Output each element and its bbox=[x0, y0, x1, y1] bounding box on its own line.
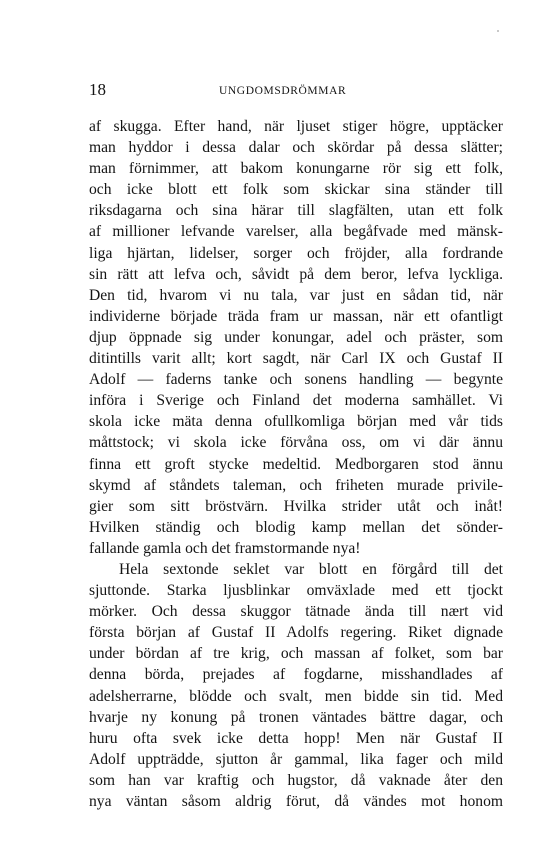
body-text bbox=[89, 116, 503, 812]
text-line: man hyddor i dessa dalar och skördar på dessa slätter; bbox=[89, 139, 503, 157]
text-line: införa i Sverige och Finland det moderna samhället. Vi bbox=[89, 392, 503, 410]
page-number: 18 bbox=[89, 80, 106, 99]
text-line: skymd af ståndets taleman, och friheten murade privile- bbox=[89, 476, 503, 494]
text-line: måttstock; vi skola icke förvåna oss, om vi där ännu bbox=[89, 434, 503, 452]
text-line: huru ofta svek icke detta hopp! Men när Gustaf II bbox=[89, 729, 503, 747]
text-line: riksdagarna och sina härar till slagfälten, utan ett folk bbox=[89, 202, 503, 220]
text-line: skola icke mäta denna ofullkomliga början med vår tids bbox=[89, 413, 503, 431]
text-line: och icke blott ett folk som skickar sina ständer till bbox=[89, 181, 503, 199]
running-title: UNGDOMSDRÖMMAR bbox=[219, 85, 347, 97]
margin-speck bbox=[497, 30, 499, 32]
text-line: Den tid, hvarom vi nu tala, var just en sådan tid, när bbox=[89, 286, 503, 304]
text-line: nya väntan såsom aldrig förut, då vändes mot honom bbox=[89, 793, 503, 810]
text-line: sin rätt att lefva och, såvidt på dem beror, lefva lyckliga. bbox=[89, 265, 503, 283]
text-line: hvarje ny konung på tronen väntades bättre dagar, och bbox=[89, 708, 503, 726]
text-line: som han var kraftig och hugstor, då vaknade åter den bbox=[89, 771, 503, 789]
text-line: af skugga. Efter hand, när ljuset stiger högre, upptäcker bbox=[89, 118, 503, 135]
text-line: sjuttonde. Starka ljusblinkar omväxlade med ett tjockt bbox=[89, 582, 503, 600]
text-line: Adolf — faderns tanke och sonens handling — begynte bbox=[89, 371, 503, 389]
paragraph-last-line: fallande gamla och det framstormande nya! bbox=[89, 539, 361, 557]
text-line: individerne började träda fram ur massan, när ett ofantligt bbox=[89, 307, 503, 325]
text-line: mörker. Och dessa skuggor tätnade ända till nært vid bbox=[89, 603, 503, 621]
text-line: adelsherrarne, blödde och svalt, men bidde sin tid. Med bbox=[89, 687, 503, 705]
text-line: liga hjärtan, lidelser, sorger och fröjder, alla fordrande bbox=[89, 244, 503, 262]
text-line: ditintills varit allt; kort sagdt, när Carl IX och Gustaf II bbox=[89, 350, 503, 368]
text-line: Hvilken ständig och blodig kamp mellan det sönder- bbox=[89, 518, 503, 536]
text-line: man förnimmer, att bakom konungarne rör sig ett folk, bbox=[89, 160, 503, 178]
text-line: finna ett groft stycke medeltid. Medborgaren stod ännu bbox=[89, 455, 503, 473]
text-line: djup öppnade sig under konungar, adel och präster, som bbox=[89, 328, 503, 346]
text-line: Adolf uppträdde, sjutton år gammal, lika fager och mild bbox=[89, 750, 503, 768]
text-line: gier som sitt bröstvärn. Hvilka strider utåt och inåt! bbox=[89, 497, 503, 515]
text-line: denna börda, prejades af fogdarne, misshandlades af bbox=[89, 666, 503, 684]
text-line: under bördan af tre krig, och massan af folket, som bar bbox=[89, 645, 503, 663]
text-line: af millioner lefvande varelser, alla begåfvade med mänsk- bbox=[89, 223, 503, 241]
page-header bbox=[89, 80, 501, 104]
paragraph-first-line: Hela sextonde seklet var blott en förgård till det bbox=[119, 560, 503, 578]
text-line: första början af Gustaf II Adolfs regering. Riket dignade bbox=[89, 624, 503, 642]
